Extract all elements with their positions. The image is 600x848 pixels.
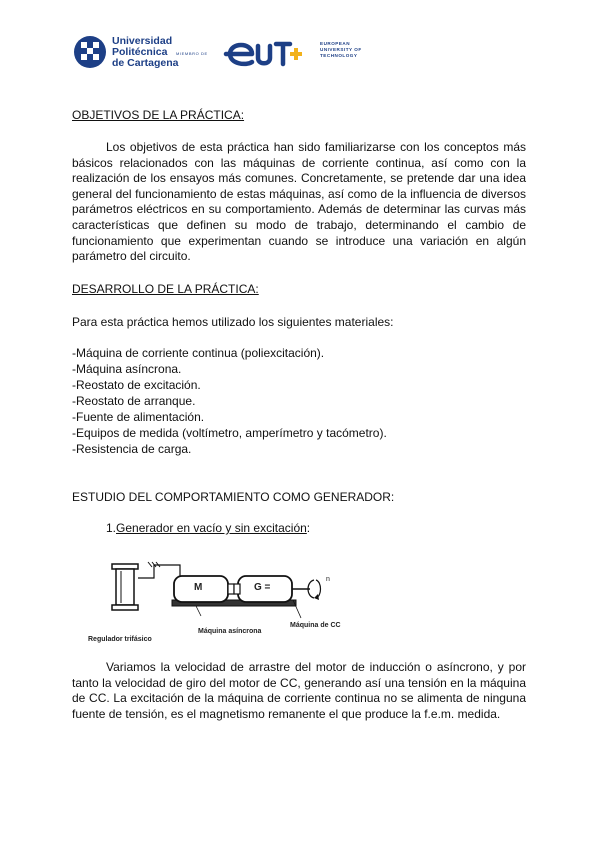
header-logos	[72, 30, 392, 80]
estudio-title: ESTUDIO DEL COMPORTAMIENTO COMO GENERADOR:	[72, 490, 395, 504]
sub1-number: 1.	[106, 521, 117, 535]
dc-caption: Máquina de CC	[290, 622, 341, 629]
objetivos-title: OBJETIVOS DE LA PRÁCTICA:	[72, 108, 245, 122]
sub1-heading	[106, 521, 506, 537]
generator-label: G =	[254, 582, 271, 593]
final-section	[72, 660, 526, 722]
list-item: -Máquina asíncrona.	[72, 362, 182, 376]
member-text: MIEMBRO DE	[176, 51, 208, 56]
materials-intro: Para esta práctica hemos utilizado los siguientes materiales:	[72, 315, 394, 329]
list-item: -Resistencia de carga.	[72, 442, 192, 456]
sub1-colon: :	[306, 521, 311, 535]
list-item: -Reostato de arranque.	[72, 394, 196, 408]
async-caption: Máquina asíncrona	[198, 628, 262, 635]
list-item: -Reostato de excitación.	[72, 378, 201, 392]
upct-logo-icon	[72, 34, 108, 70]
objetivos-heading	[72, 108, 526, 124]
motor-label: M	[194, 582, 203, 593]
objetivos-section	[72, 140, 526, 265]
desarrollo-title: DESARROLLO DE LA PRÁCTICA:	[72, 282, 259, 296]
desarrollo-heading	[72, 282, 526, 298]
sub1-title: Generador en vacío y sin excitación	[116, 521, 307, 535]
final-paragraph: Variamos la velocidad de arrastre del motor de inducción o asíncrono, y por tanto la velocidad de giro del motor de CC, generando así una tensión en la máquina de CC. La excitación de la máquina de corriente continua no se alimenta de ninguna fuente de tensión, es el magnetismo remanente el que produce la f.e.m. medida.	[72, 660, 526, 721]
list-item: -Fuente de alimentación.	[72, 410, 205, 424]
speed-label: n	[326, 576, 330, 583]
eut-name: EUROPEAN UNIVERSITY OF TECHNOLOGY	[320, 41, 362, 58]
list-item: -Equipos de medida (voltímetro, amperímetro y tacómetro).	[72, 426, 387, 440]
upct-name: Universidad Politécnica de Cartagena	[112, 35, 179, 69]
materials-list	[72, 346, 526, 458]
regulator-caption: Regulador trifásico	[88, 636, 152, 643]
list-item: -Máquina de corriente continua (poliexcitación).	[72, 346, 325, 360]
objetivos-paragraph: Los objetivos de esta práctica han sido familiarizarse con los conceptos más básicos relacionados con las máquinas de corriente continua, así como con la realización de los ensayos más comunes. Concretamente, se pretende dar una idea general del funcionamiento de estas máquinas, así como de la influencia de diversos parámetros eléctricos en su comportamiento. Además de determinar las curvas más características que definen su modo de trabajo, determinando el cambio de funcionamiento que experimentan cuando se introduce una variación en algún parámetro del circuito.	[72, 140, 526, 264]
eut-logo-icon	[222, 36, 302, 70]
